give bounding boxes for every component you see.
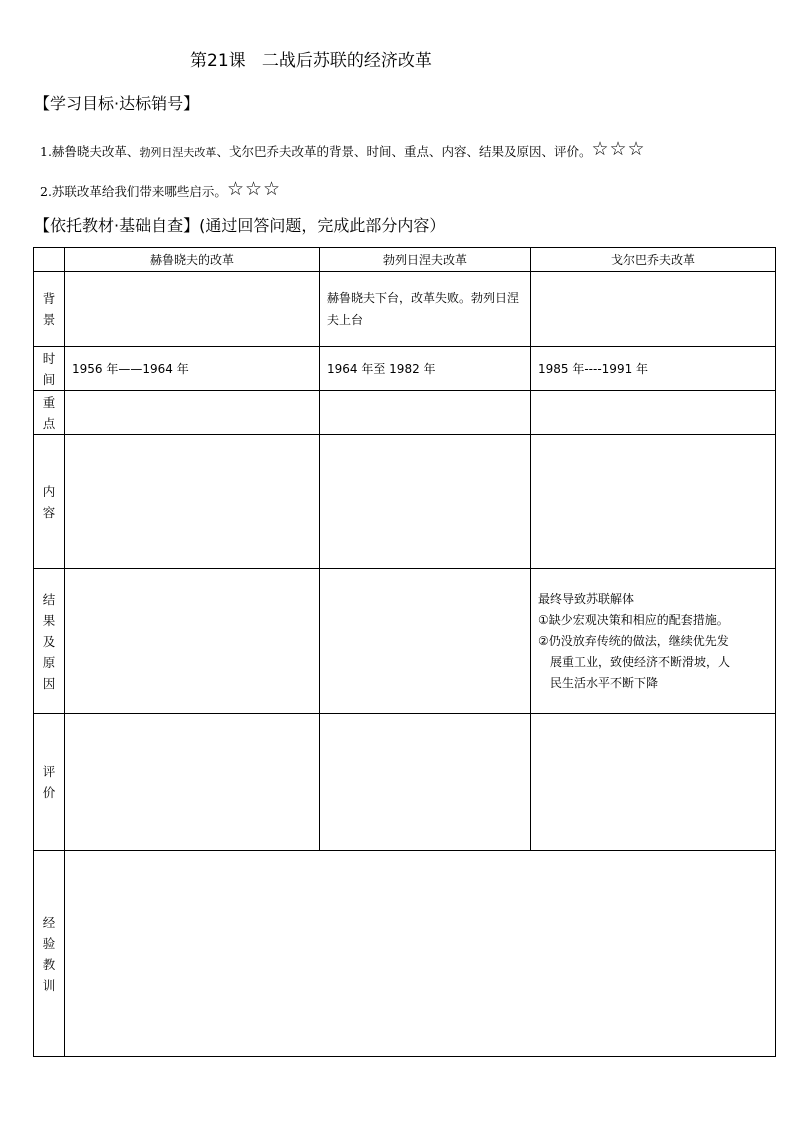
cell-evaluation-gorbachev[interactable] <box>531 714 776 851</box>
cell-time-brezhnev[interactable]: 1964 年至 1982 年 <box>320 347 531 391</box>
table-row <box>34 714 776 851</box>
table-row <box>34 851 776 1057</box>
cell-result-brezhnev[interactable] <box>320 569 531 714</box>
goal-item-1-part-b: 勃列日涅夫改革 <box>139 146 217 159</box>
row-label-background: 背 景 <box>34 272 65 347</box>
row-label-evaluation: 评 价 <box>34 714 65 851</box>
cell-focus-brezhnev[interactable] <box>320 391 531 435</box>
result-line: 展重工业，致使经济不断滑坡，人 <box>550 654 731 669</box>
row-label-time: 时 间 <box>34 347 65 391</box>
row-label-result: 结 果 及 原 因 <box>34 569 65 714</box>
cell-focus-khrushchev[interactable] <box>65 391 320 435</box>
table-header-row <box>34 248 776 272</box>
table-row <box>34 569 776 714</box>
result-line: 民生活水平不断下降 <box>550 675 659 690</box>
cell-focus-gorbachev[interactable] <box>531 391 776 435</box>
table-row <box>34 435 776 569</box>
result-line: ②仍没放弃传统的做法，继续优先发 <box>538 633 729 648</box>
row-label-lesson: 经 验 教 训 <box>34 851 65 1057</box>
cell-evaluation-khrushchev[interactable] <box>65 714 320 851</box>
cell-time-khrushchev[interactable]: 1956 年——1964 年 <box>65 347 320 391</box>
cell-content-brezhnev[interactable] <box>320 435 531 569</box>
cell-content-gorbachev[interactable] <box>531 435 776 569</box>
cell-background-khrushchev[interactable] <box>65 272 320 347</box>
cell-result-gorbachev[interactable] <box>531 569 776 714</box>
cell-result-khrushchev[interactable] <box>65 569 320 714</box>
result-line: ①缺少宏观决策和相应的配套措施。 <box>538 612 729 627</box>
cell-time-gorbachev[interactable]: 1985 年----1991 年 <box>531 347 776 391</box>
col-header-brezhnev: 勃列日涅夫改革 <box>320 248 531 272</box>
table-row <box>34 272 776 347</box>
goal-item-2-text: 2.苏联改革给我们带来哪些启示。 <box>40 184 227 199</box>
goal-item-1-part-a: 1.赫鲁晓夫改革、 <box>40 144 140 159</box>
goal-item-1 <box>40 138 646 160</box>
reform-table <box>33 247 776 1057</box>
cell-lesson[interactable] <box>65 851 776 1057</box>
row-label-focus: 重 点 <box>34 391 65 435</box>
star-rating-icon: ☆☆☆ <box>591 138 646 160</box>
goal-item-1-part-c: 、戈尔巴乔夫改革的背景、时间、重点、内容、结果及原因、评价。 <box>216 144 592 159</box>
goal-item-2 <box>40 178 281 200</box>
check-heading: 【依托教材·基础自查】(通过回答问题，完成此部分内容） <box>34 216 446 235</box>
cell-background-brezhnev[interactable]: 赫鲁晓夫下台，改革失败。勃列日涅夫上台 <box>320 272 531 347</box>
col-header-gorbachev: 戈尔巴乔夫改革 <box>531 248 776 272</box>
row-label-content: 内 容 <box>34 435 65 569</box>
table-row <box>34 347 776 391</box>
cell-content-khrushchev[interactable] <box>65 435 320 569</box>
goals-heading: 【学习目标·达标销号】 <box>34 94 200 113</box>
page-title: 第21课 二战后苏联的经济改革 <box>190 51 432 71</box>
cell-background-gorbachev[interactable] <box>531 272 776 347</box>
result-line: 最终导致苏联解体 <box>538 591 635 606</box>
table-row <box>34 391 776 435</box>
corner-cell <box>34 248 65 272</box>
cell-evaluation-brezhnev[interactable] <box>320 714 531 851</box>
star-rating-icon: ☆☆☆ <box>226 178 282 200</box>
col-header-khrushchev: 赫鲁晓夫的改革 <box>65 248 320 272</box>
